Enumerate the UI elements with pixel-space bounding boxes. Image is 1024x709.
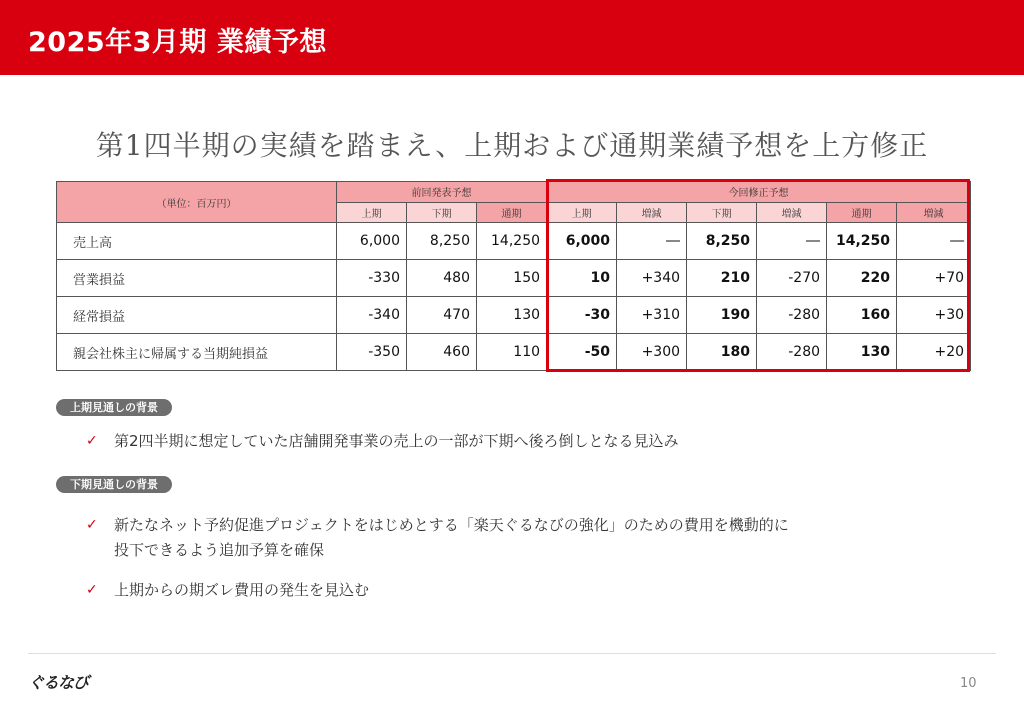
- cell-curr-h1: 6,000: [547, 223, 617, 260]
- table-row-net: [57, 334, 971, 371]
- bullet-text: 新たなネット予約促進プロジェクトをはじめとする「楽天ぐるなびの強化」のための費用を機動的に: [114, 516, 789, 534]
- cell-curr-h1-diff: +340: [617, 260, 687, 297]
- row-label: 親会社株主に帰属する当期純損益: [57, 334, 337, 371]
- unit-label: （単位：百万円）: [57, 182, 337, 223]
- bullet-text: 上期からの期ズレ費用の発生を見込む: [114, 581, 370, 599]
- bullet-text: 第2四半期に想定していた店舗開発事業の売上の一部が下期へ後ろ倒しとなる見込み: [114, 432, 679, 450]
- table-row-operating: [57, 260, 971, 297]
- slide-headline: 第1四半期の実績を踏まえ、上期および通期業績予想を上方修正: [95, 129, 929, 162]
- cell-curr-full-diff: ―: [897, 223, 971, 260]
- cell-prev-full: 14,250: [477, 223, 547, 260]
- cell-curr-h2: 210: [687, 260, 757, 297]
- cell-curr-full-diff: +30: [897, 297, 971, 334]
- col-prev-h1: 上期: [337, 202, 407, 223]
- gurunavi-logo: ぐるなび: [28, 673, 89, 692]
- cell-prev-h2: 460: [407, 334, 477, 371]
- checkmark-icon: ✓: [86, 517, 98, 533]
- cell-curr-full: 130: [827, 334, 897, 371]
- cell-curr-h1: 10: [547, 260, 617, 297]
- col-prev-full: 通期: [477, 202, 547, 223]
- cell-curr-h2-diff: -280: [757, 334, 827, 371]
- cell-prev-h1: -340: [337, 297, 407, 334]
- cell-curr-full: 14,250: [827, 223, 897, 260]
- cell-curr-h1-diff: +310: [617, 297, 687, 334]
- page-number: 10: [960, 676, 977, 691]
- cell-curr-h2: 8,250: [687, 223, 757, 260]
- table-row-ordinary: [57, 297, 971, 334]
- checkmark-icon: ✓: [86, 582, 98, 598]
- cell-curr-full: 220: [827, 260, 897, 297]
- cell-prev-full: 130: [477, 297, 547, 334]
- row-label: 営業損益: [57, 260, 337, 297]
- checkmark-icon: ✓: [86, 433, 98, 449]
- table-row-sales: [57, 223, 971, 260]
- cell-prev-h2: 8,250: [407, 223, 477, 260]
- footer-divider: [28, 653, 996, 654]
- col-curr-h1: 上期: [547, 202, 617, 223]
- col-curr-h2-diff: 増減: [757, 202, 827, 223]
- cell-prev-h2: 480: [407, 260, 477, 297]
- cell-curr-h1-diff: ―: [617, 223, 687, 260]
- col-curr-h2: 下期: [687, 202, 757, 223]
- section-tag-second-half: 下期見通しの背景: [56, 476, 172, 493]
- cell-prev-full: 110: [477, 334, 547, 371]
- cell-prev-full: 150: [477, 260, 547, 297]
- cell-prev-h1: -330: [337, 260, 407, 297]
- header-bar: [0, 0, 1024, 75]
- row-label: 経常損益: [57, 297, 337, 334]
- forecast-table: [56, 181, 971, 371]
- prev-forecast-header: 前回発表予想: [337, 182, 547, 203]
- cell-curr-h2-diff: -270: [757, 260, 827, 297]
- cell-curr-h2-diff: -280: [757, 297, 827, 334]
- cell-curr-h2: 190: [687, 297, 757, 334]
- cell-prev-h1: 6,000: [337, 223, 407, 260]
- cell-curr-h1-diff: +300: [617, 334, 687, 371]
- section-tag-first-half: 上期見通しの背景: [56, 399, 172, 416]
- page-title: 2025年3月期 業績予想: [28, 27, 327, 58]
- curr-forecast-header: 今回修正予想: [547, 182, 971, 203]
- col-curr-full-diff: 増減: [897, 202, 971, 223]
- cell-curr-full-diff: +20: [897, 334, 971, 371]
- cell-curr-full-diff: +70: [897, 260, 971, 297]
- cell-curr-h2-diff: ―: [757, 223, 827, 260]
- cell-prev-h1: -350: [337, 334, 407, 371]
- row-label: 売上高: [57, 223, 337, 260]
- col-curr-full: 通期: [827, 202, 897, 223]
- cell-curr-h1: -50: [547, 334, 617, 371]
- cell-curr-h2: 180: [687, 334, 757, 371]
- col-curr-h1-diff: 増減: [617, 202, 687, 223]
- cell-prev-h2: 470: [407, 297, 477, 334]
- bullet-text: 投下できるよう追加予算を確保: [114, 541, 325, 559]
- cell-curr-h1: -30: [547, 297, 617, 334]
- cell-curr-full: 160: [827, 297, 897, 334]
- col-prev-h2: 下期: [407, 202, 477, 223]
